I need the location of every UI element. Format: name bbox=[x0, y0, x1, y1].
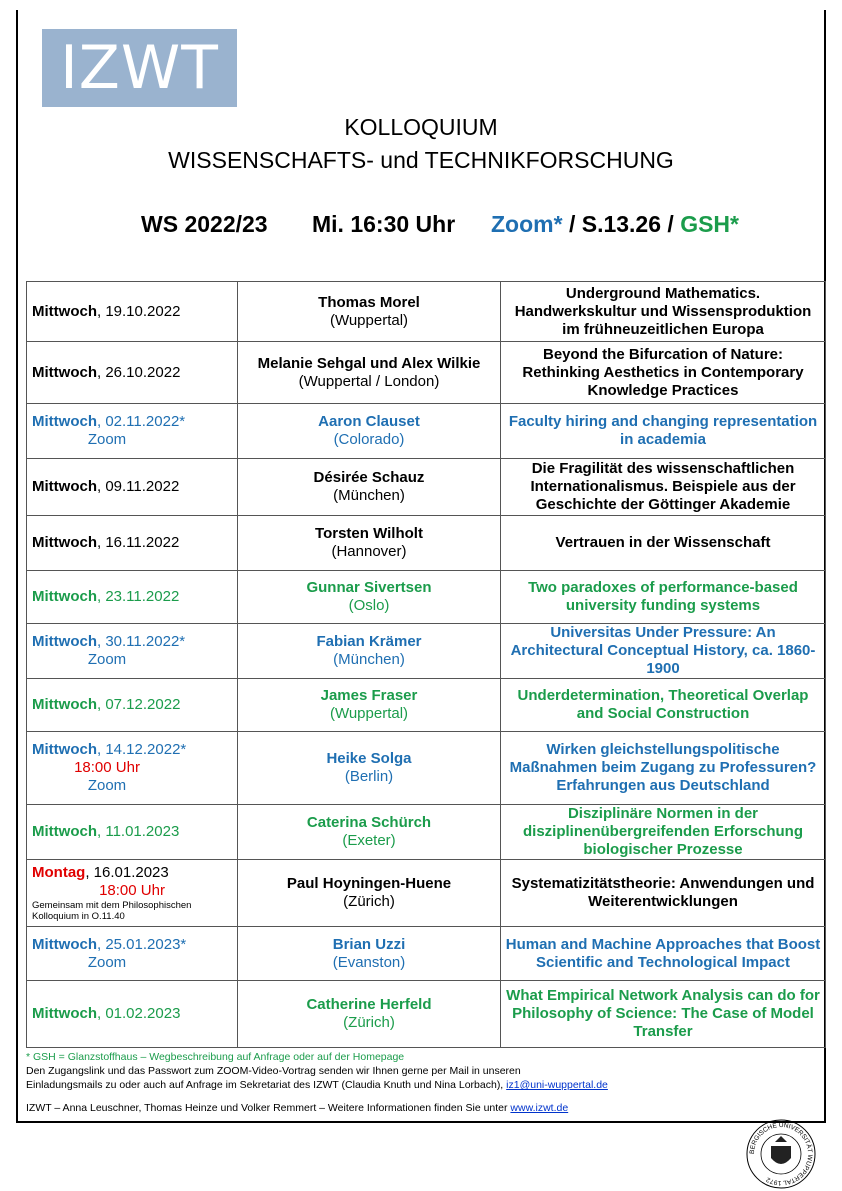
talk-title: Underground Mathematics. Handwerkskultur und Wissensproduktion im frühneuzeitlichen Europa bbox=[501, 282, 826, 342]
table-row bbox=[27, 679, 826, 732]
speaker-cell bbox=[238, 342, 501, 404]
date-cell bbox=[27, 679, 238, 732]
date: , 02.11.2022 bbox=[97, 413, 180, 430]
star: * bbox=[180, 935, 187, 953]
weekday: Montag bbox=[32, 864, 86, 881]
speaker-cell bbox=[238, 571, 501, 624]
footnote-zoom-2-text: Einladungsmails zu oder auch auf Anfrage im Sekretariat des IZWT (Claudia Knuth und Nina Lorbach), bbox=[26, 1079, 507, 1091]
table-row bbox=[27, 282, 826, 342]
speaker-place: (Zürich) bbox=[343, 893, 395, 910]
date-cell bbox=[27, 805, 238, 860]
date: , 23.11.2022 bbox=[97, 588, 180, 605]
website-link[interactable]: www.izwt.de bbox=[510, 1102, 569, 1114]
weekday: Mittwoch bbox=[32, 588, 97, 605]
footer bbox=[26, 1101, 568, 1115]
title-line-1: KOLLOQUIUM bbox=[344, 114, 498, 140]
footnote-zoom-2 bbox=[26, 1078, 608, 1092]
talk-title: Underdetermination, Theoretical Overlap and Social Construction bbox=[501, 679, 826, 732]
date-cell bbox=[27, 927, 238, 981]
date: , 25.01.2023 bbox=[97, 935, 181, 953]
zoom-note: Zoom bbox=[87, 953, 127, 971]
date-cell bbox=[27, 459, 238, 516]
speaker-name: Désirée Schauz bbox=[313, 469, 425, 486]
table-row bbox=[27, 516, 826, 571]
location-gsh: GSH* bbox=[680, 211, 739, 237]
talk-title: Disziplinäre Normen in der disziplinenübergreifenden Erforschung biologischer Prozesse bbox=[501, 805, 826, 860]
talk-title: Beyond the Bifurcation of Nature: Rethinking Aesthetics in Contemporary Knowledge Practices bbox=[501, 342, 826, 404]
speaker-cell bbox=[238, 459, 501, 516]
joint-note: Gemeinsam mit dem Philosophischen Kolloquium in O.11.40 bbox=[32, 900, 192, 922]
zoom-note: Zoom bbox=[87, 777, 127, 794]
date: , 14.12.2022 bbox=[97, 741, 181, 758]
talk-title: Universitas Under Pressure: An Architectural Conceptual History, ca. 1860-1900 bbox=[501, 624, 826, 679]
date: , 07.12.2022 bbox=[97, 696, 181, 713]
zoom-note: Zoom bbox=[87, 651, 127, 668]
date: , 30.11.2022 bbox=[97, 633, 180, 650]
speaker-cell bbox=[238, 860, 501, 927]
table-row bbox=[27, 342, 826, 404]
date-cell bbox=[27, 342, 238, 404]
time-note: 18:00 Uhr bbox=[74, 759, 140, 776]
weekday: Mittwoch bbox=[32, 363, 97, 381]
location bbox=[491, 211, 739, 238]
date: , 01.02.2023 bbox=[97, 1005, 181, 1022]
speaker-name: Fabian Krämer bbox=[316, 633, 422, 650]
time-note: 18:00 Uhr bbox=[99, 882, 165, 899]
speaker-cell bbox=[238, 805, 501, 860]
table-row bbox=[27, 805, 826, 860]
speaker-name: Caterina Schürch bbox=[306, 814, 432, 831]
speaker-cell bbox=[238, 404, 501, 459]
table-row bbox=[27, 571, 826, 624]
table-row bbox=[27, 624, 826, 679]
table-row bbox=[27, 732, 826, 805]
date: , 19.10.2022 bbox=[97, 302, 181, 320]
date-cell bbox=[27, 981, 238, 1048]
schedule-table bbox=[26, 281, 826, 1048]
table-row bbox=[27, 404, 826, 459]
weekday: Mittwoch bbox=[32, 413, 97, 430]
speaker-cell bbox=[238, 624, 501, 679]
speaker-place: (München) bbox=[333, 487, 405, 504]
speaker-name: Gunnar Sivertsen bbox=[306, 579, 432, 596]
weekday: Mittwoch bbox=[32, 302, 97, 320]
weekday: Mittwoch bbox=[32, 823, 97, 840]
weekday: Mittwoch bbox=[32, 696, 97, 713]
talk-title: Two paradoxes of performance-based university funding systems bbox=[501, 571, 826, 624]
weekday: Mittwoch bbox=[32, 935, 97, 953]
date: , 11.01.2023 bbox=[97, 823, 180, 840]
date-cell bbox=[27, 860, 238, 927]
footer-text: IZWT – Anna Leuschner, Thomas Heinze und Volker Remmert – Weitere Informationen finden Sie unter bbox=[26, 1102, 511, 1114]
location-room: / S.13.26 / bbox=[562, 211, 681, 237]
speaker-name: Brian Uzzi bbox=[332, 935, 406, 953]
speaker-cell bbox=[238, 516, 501, 571]
speaker-place: (Oslo) bbox=[348, 597, 390, 614]
star: * bbox=[180, 741, 187, 758]
semester: WS 2022/23 bbox=[141, 211, 268, 237]
speaker-name: James Fraser bbox=[320, 687, 418, 704]
speaker-name: Thomas Morel bbox=[318, 293, 420, 311]
talk-title: Faculty hiring and changing representation in academia bbox=[501, 404, 826, 459]
izwt-logo: IZWT bbox=[42, 29, 237, 107]
speaker-name: Catherine Herfeld bbox=[306, 996, 432, 1013]
weekday: Mittwoch bbox=[32, 741, 97, 758]
star: * bbox=[179, 413, 186, 430]
talk-title: Wirken gleichstellungspolitische Maßnahmen beim Zugang zu Professuren? Erfahrungen aus Deutschland bbox=[501, 732, 826, 805]
weekday: Mittwoch bbox=[32, 633, 97, 650]
speaker-name: Paul Hoyningen-Huene bbox=[286, 875, 452, 892]
zoom-note: Zoom bbox=[87, 431, 127, 448]
university-seal-icon bbox=[745, 1118, 817, 1190]
email-link[interactable]: iz1@uni-wuppertal.de bbox=[506, 1079, 608, 1091]
date-cell bbox=[27, 516, 238, 571]
speaker-place: (Evanston) bbox=[332, 953, 406, 971]
talk-title: Die Fragilität des wissenschaftlichen Internationalismus. Beispiele aus der Geschichte der Göttinger Akademie bbox=[501, 459, 826, 516]
speaker-name: Melanie Sehgal und Alex Wilkie bbox=[257, 354, 481, 372]
talk-title: Human and Machine Approaches that Boost Scientific and Technological Impact bbox=[501, 927, 826, 981]
speaker-place: (Zürich) bbox=[343, 1014, 395, 1031]
speaker-place: (Colorado) bbox=[333, 431, 405, 448]
date: , 16.01.2023 bbox=[85, 864, 169, 881]
speaker-cell bbox=[238, 282, 501, 342]
speaker-name: Torsten Wilholt bbox=[315, 525, 423, 542]
table-row bbox=[27, 981, 826, 1048]
location-zoom: Zoom* bbox=[491, 211, 563, 237]
speaker-cell bbox=[238, 732, 501, 805]
speaker-cell bbox=[238, 981, 501, 1048]
date-cell bbox=[27, 732, 238, 805]
footnote-zoom-1: Den Zugangslink und das Passwort zum ZOOM-Video-Vortrag senden wir Ihnen gerne per Mail in unseren bbox=[26, 1065, 521, 1077]
speaker-place: (Wuppertal / London) bbox=[298, 372, 440, 390]
date: , 26.10.2022 bbox=[97, 363, 181, 381]
date: , 09.11.2022 bbox=[97, 478, 180, 495]
speaker-place: (Berlin) bbox=[344, 768, 394, 785]
table-row bbox=[27, 459, 826, 516]
speaker-cell bbox=[238, 927, 501, 981]
date-cell bbox=[27, 624, 238, 679]
speaker-name: Heike Solga bbox=[326, 750, 412, 767]
time: Mi. 16:30 Uhr bbox=[312, 211, 456, 237]
speaker-cell bbox=[238, 679, 501, 732]
weekday: Mittwoch bbox=[32, 534, 97, 551]
speaker-place: (Exeter) bbox=[342, 832, 396, 849]
date: , 16.11.2022 bbox=[97, 534, 180, 551]
weekday: Mittwoch bbox=[32, 1005, 97, 1022]
date-cell bbox=[27, 404, 238, 459]
speaker-place: (Wuppertal) bbox=[329, 705, 409, 722]
weekday: Mittwoch bbox=[32, 478, 97, 495]
talk-title: Systematizitätstheorie: Anwendungen und Weiterentwicklungen bbox=[501, 860, 826, 927]
seal-text: BERGISCHE UNIVERSITÄT WUPPERTAL 1972 bbox=[748, 1121, 814, 1187]
table-row bbox=[27, 927, 826, 981]
speaker-place: (Wuppertal) bbox=[329, 311, 409, 329]
speaker-place: (Hannover) bbox=[331, 543, 407, 560]
star: * bbox=[179, 633, 186, 650]
speaker-place: (München) bbox=[333, 651, 405, 668]
talk-title: Vertrauen in der Wissenschaft bbox=[501, 516, 826, 571]
speaker-name: Aaron Clauset bbox=[318, 413, 420, 430]
footnote-gsh: * GSH = Glanzstoffhaus – Wegbeschreibung auf Anfrage oder auf der Homepage bbox=[26, 1051, 405, 1063]
talk-title: What Empirical Network Analysis can do for Philosophy of Science: The Case of Model Transfer bbox=[501, 981, 826, 1048]
title-line-2: WISSENSCHAFTS- und TECHNIKFORSCHUNG bbox=[168, 147, 674, 173]
table-row bbox=[27, 860, 826, 927]
date-cell bbox=[27, 571, 238, 624]
date-cell bbox=[27, 282, 238, 342]
